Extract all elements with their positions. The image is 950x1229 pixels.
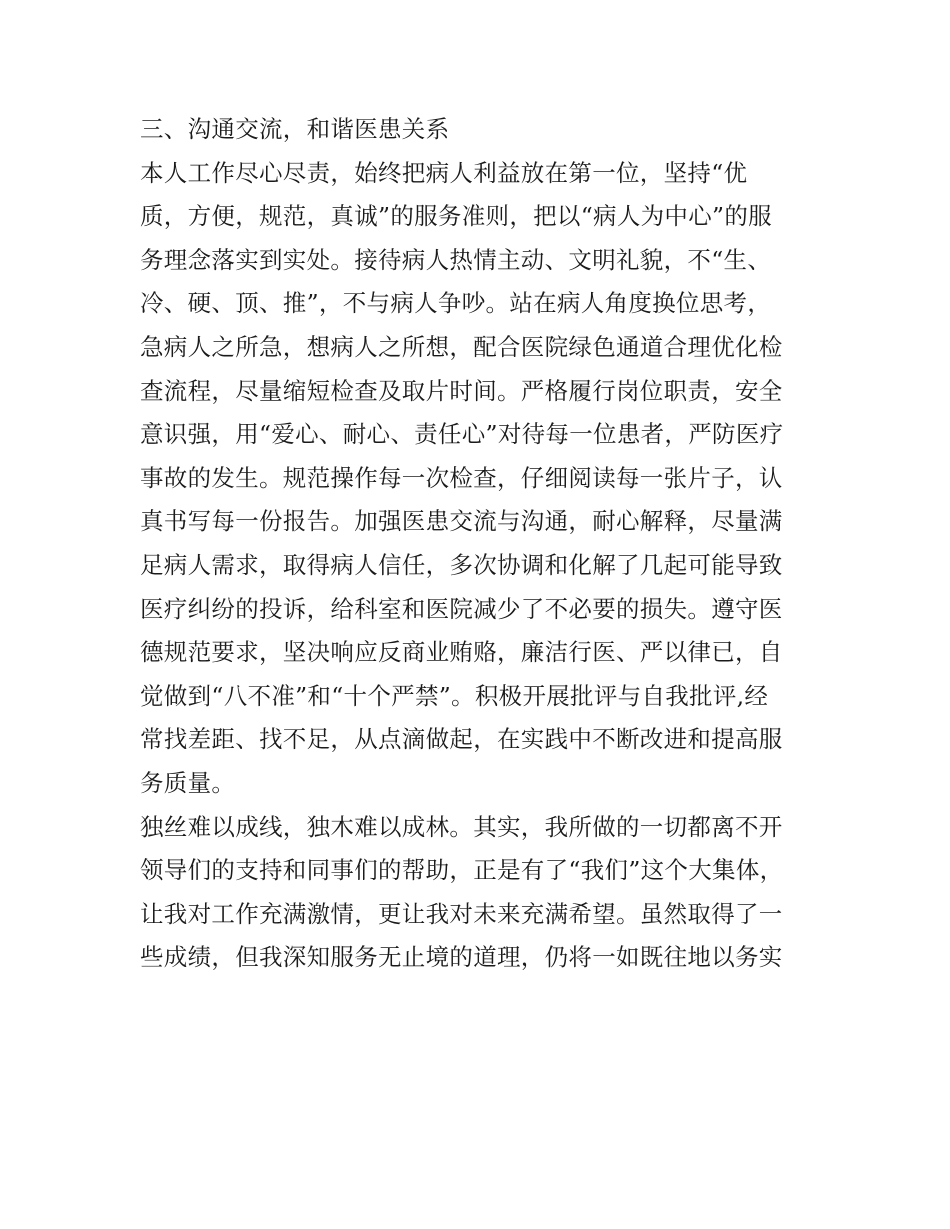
- text-line: 足病人需求，取得病人信任，多次协调和化解了几起可能导致: [140, 550, 783, 579]
- text-line: 急病人之所急，想病人之所想，配合医院绿色通道合理优化检: [140, 332, 783, 361]
- text-line: 常找差距、找不足，从点滴做起，在实践中不断改进和提高服: [140, 725, 783, 754]
- text-line: 意识强，用“爱心、耐心、责任心”对待每一位患者，严防医疗: [140, 420, 784, 449]
- text-line: 真书写每一份报告。加强医患交流与沟通，耐心解释，尽量满: [140, 507, 783, 536]
- text-line: 事故的发生。规范操作每一次检查，仔细阅读每一张片子，认: [140, 463, 783, 492]
- paragraph-teamwork: [140, 806, 820, 980]
- text-line: 让我对工作充满激情，更让我对未来充满希望。虽然取得了一: [140, 899, 783, 928]
- paragraph-service-attitude: [140, 152, 820, 806]
- text-line: 觉做到“八不准”和“十个严禁”。积极开展批评与自我批评,经: [140, 681, 769, 710]
- section-heading: 三、沟通交流，和谐医患关系: [140, 115, 450, 143]
- text-line: 些成绩，但我深知服务无止境的道理，仍将一如既往地以务实: [140, 943, 783, 972]
- text-line: 冷、硬、顶、推”，不与病人争吵。站在病人角度换位思考，: [140, 289, 772, 318]
- text-line: 德规范要求，坚决响应反商业贿赂，廉洁行医、严以律已，自: [140, 638, 783, 667]
- text-line: 领导们的支持和同事们的帮助，正是有了“我们”这个大集体，: [140, 856, 784, 885]
- text-line: 独丝难以成线，独木难以成林。其实，我所做的一切都离不开: [140, 812, 783, 841]
- text-line: 质，方便，规范，真诚”的服务准则，把以“病人为中心”的服: [140, 202, 772, 231]
- text-line: 务理念落实到实处。接待病人热情主动、文明礼貌，不“生、: [140, 245, 772, 274]
- document-body: [140, 108, 820, 980]
- text-line: 务质量。: [140, 768, 236, 797]
- text-line: 医疗纠纷的投诉，给科室和医院减少了不必要的损失。遵守医: [140, 594, 783, 623]
- text-line: 本人工作尽心尽责，始终把病人利益放在第一位，坚持“优: [140, 158, 748, 187]
- text-line: 查流程，尽量缩短检查及取片时间。严格履行岗位职责，安全: [140, 376, 783, 405]
